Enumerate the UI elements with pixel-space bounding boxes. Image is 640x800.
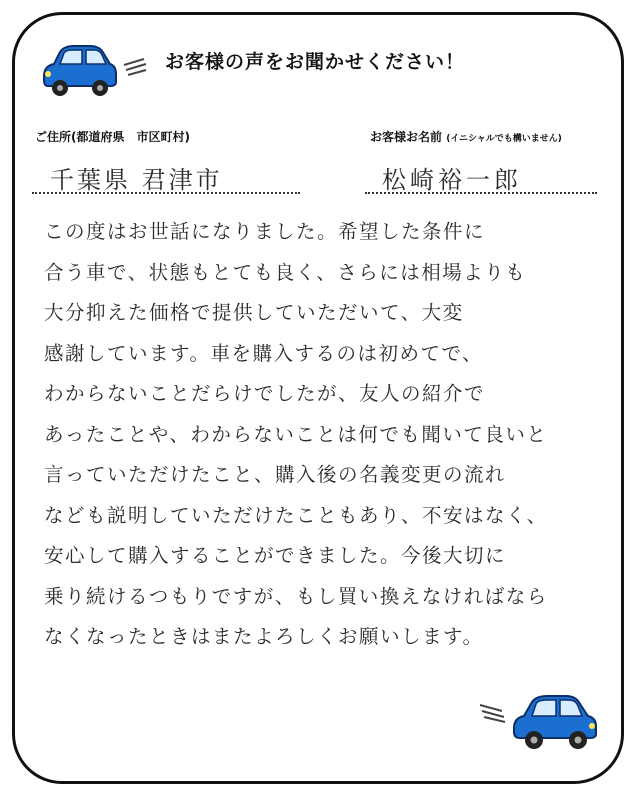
message-line: 安心して購入することができました。今後大切に [44, 544, 507, 567]
car-icon [38, 42, 118, 98]
message-body [44, 212, 604, 658]
message-line: 乗り続けるつもりですが、もし買い換えなければなら [44, 584, 548, 608]
message-line: 言っていただけたこと、購入後の名義変更の流れ [44, 463, 507, 486]
name-label-text: お客様お名前 [370, 130, 443, 144]
speed-lines-icon [122, 57, 148, 77]
car-icon [510, 690, 600, 752]
page-title: お客様の声をお聞かせください！ [165, 51, 466, 73]
name-label [370, 128, 562, 145]
name-underline [365, 192, 597, 194]
message-line: なども説明していただけたこともあり、不安はなく、 [44, 503, 548, 527]
message-line: 大分抑えた価格で提供していただいて、大変 [44, 301, 464, 324]
message-line: なくなったときはまたよろしくお願いします。 [44, 625, 484, 648]
message-line: 感謝しています。車を購入するのは初めてで、 [44, 341, 484, 365]
name-label-note: (イニシャルでも構いません) [446, 134, 562, 144]
address-label: ご住所(都道府県 市区町村) [35, 130, 190, 144]
message-line: 合う車で、状態もとても良く、さらには相場よりも [44, 260, 527, 284]
address-underline [32, 192, 300, 194]
speed-lines-icon [478, 702, 508, 724]
address-value: 千葉県 君津市 [50, 166, 223, 194]
name-value: 松崎裕一郎 [382, 166, 522, 194]
message-line: あったことや、わからないことは何でも聞いて良いと [44, 422, 548, 446]
message-line: この度はお世話になりました。希望した条件に [44, 220, 486, 243]
message-line: わからないことだらけでしたが、友人の紹介で [44, 382, 486, 405]
